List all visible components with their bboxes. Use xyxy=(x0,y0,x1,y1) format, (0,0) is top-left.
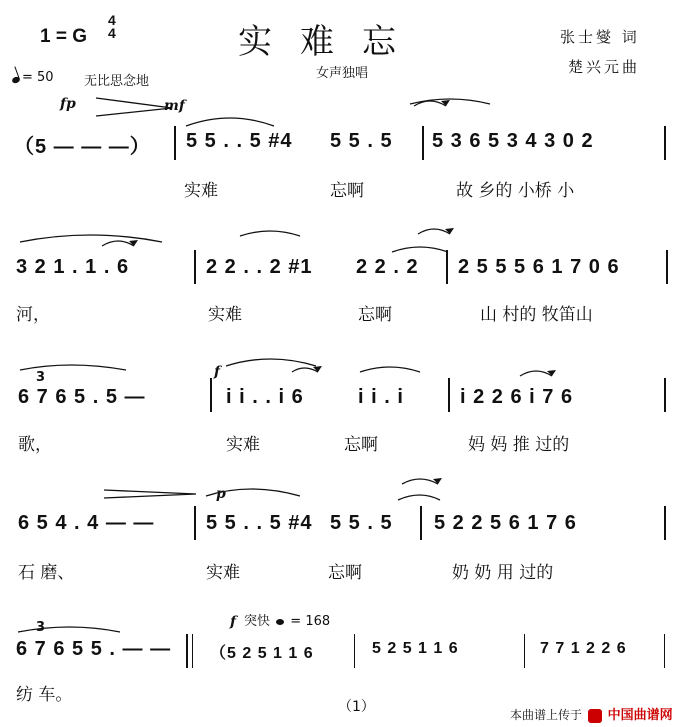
repeat-barline xyxy=(192,634,193,668)
key-signature: 1 = G xyxy=(40,26,87,47)
barline xyxy=(664,378,666,412)
measure: 5 5 . 5 xyxy=(330,130,393,152)
measure: 3 2 1 . 1 . 6 xyxy=(16,256,130,278)
measure: 5 3 6 5 3 4 3 0 2 xyxy=(432,130,594,152)
lyric: 纺 车。 xyxy=(16,685,73,705)
measure: i i . . i 6 xyxy=(226,386,304,408)
lyric: 实难 xyxy=(226,435,260,455)
barline xyxy=(354,634,355,668)
site-credit xyxy=(510,704,673,723)
barline xyxy=(186,634,188,668)
song-subtitle: 女声独唱 xyxy=(316,66,369,81)
measure: 6 7 6 5 . 5 — xyxy=(18,386,146,408)
measure: 5 2 5 1 1 6 xyxy=(372,640,459,657)
measure: 2 2 . . 2 #1 xyxy=(206,256,313,278)
tempo-change xyxy=(244,610,330,629)
measure: （5 — — —） xyxy=(14,136,151,158)
barline xyxy=(174,126,176,160)
barline xyxy=(664,506,666,540)
barline xyxy=(666,250,668,284)
lyric: 河， xyxy=(16,305,50,325)
barline xyxy=(524,634,525,668)
measure: 7 7 1 2 2 6 xyxy=(540,640,627,657)
measure: i i . i xyxy=(358,386,404,408)
barline xyxy=(664,126,666,160)
expression-marking: 无比思念地 xyxy=(84,74,150,89)
lyric: 奶 奶 用 过的 xyxy=(452,563,554,583)
barline xyxy=(664,634,665,668)
lyric: 忘啊 xyxy=(344,435,378,455)
dynamic-f: f xyxy=(214,364,221,380)
lyric: 歌， xyxy=(18,435,52,455)
barline xyxy=(448,378,450,412)
lyric: 山 村的 牧笛山 xyxy=(480,305,593,325)
lyric: 忘啊 xyxy=(330,181,364,201)
lyric: 实难 xyxy=(184,181,218,201)
lyric: 忘啊 xyxy=(328,563,362,583)
lyric: 实难 xyxy=(208,305,242,325)
barline xyxy=(420,506,422,540)
measure: （5 2 5 1 1 6 xyxy=(210,645,314,662)
dynamic-p: p xyxy=(216,486,226,502)
triplet-mark: 3 xyxy=(36,620,46,635)
site-logo-icon xyxy=(588,709,602,723)
barline xyxy=(194,506,196,540)
lyric: 石 磨、 xyxy=(18,563,75,583)
time-signature-top: 4 xyxy=(108,12,116,28)
barline xyxy=(422,126,424,160)
tempo-change-value: = 168 xyxy=(290,614,331,629)
barline xyxy=(194,250,196,284)
measure: i 2 2 6 i 7 6 xyxy=(460,386,574,408)
tempo-change-label: 突快 xyxy=(244,614,271,629)
dynamic-fp: fp xyxy=(60,96,76,112)
lyric: 实难 xyxy=(206,563,240,583)
song-title: 实难忘 xyxy=(238,22,424,62)
measure: 5 5 . 5 xyxy=(330,512,393,534)
lyric: 忘啊 xyxy=(358,305,392,325)
dynamic-mf: mf xyxy=(164,98,185,114)
dynamic-f-second: f xyxy=(230,614,237,630)
lyric: 故 乡的 小桥 小 xyxy=(456,181,575,201)
measure: 6 7 6 5 5 . — — xyxy=(16,638,172,660)
quarter-note-icon xyxy=(276,619,284,625)
credit-text: 本曲谱上传于 xyxy=(510,708,583,722)
site-brand: 中国曲谱网 xyxy=(607,708,673,723)
barline xyxy=(446,250,448,284)
tempo-value: = 50 xyxy=(22,70,54,85)
crescendo-hairpin xyxy=(96,98,172,116)
measure: 2 2 . 2 xyxy=(356,256,419,278)
time-signature-bottom: 4 xyxy=(108,25,116,41)
measure: 2 5 5 5 6 1 7 0 6 xyxy=(458,256,620,278)
page-number: （1） xyxy=(338,699,375,715)
measure: 5 5 . . 5 #4 xyxy=(186,130,293,152)
composer-credit: 楚兴元曲 xyxy=(568,58,641,76)
lyric: 妈 妈 推 过的 xyxy=(468,435,570,455)
barline xyxy=(210,378,212,412)
measure: 5 2 2 5 6 1 7 6 xyxy=(434,512,577,534)
triplet-mark: 3 xyxy=(36,370,46,385)
lyricist-credit: 张士燮 词 xyxy=(560,28,640,46)
measure: 6 5 4 . 4 — — xyxy=(18,512,155,534)
measure: 5 5 . . 5 #4 xyxy=(206,512,313,534)
